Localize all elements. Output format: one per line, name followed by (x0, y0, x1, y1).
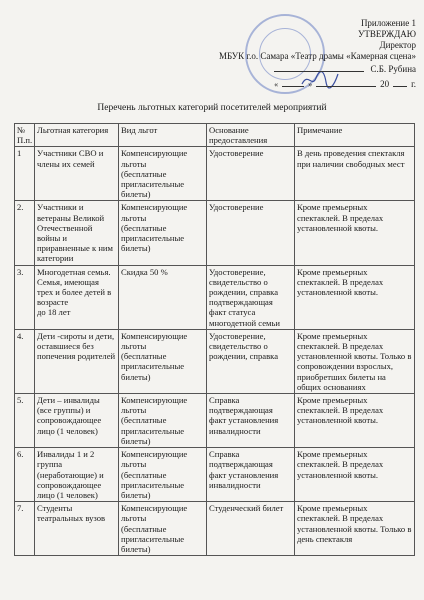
table-row (15, 147, 415, 201)
header-benefit-type: Вид льгот (119, 124, 207, 147)
header-category: Льготная категория (35, 124, 119, 147)
row-basis: Удостоверение, свидетельство о рождении, справка подтверждающая факт статуса многодетной семьи (207, 265, 295, 329)
position-label: Директор (379, 40, 416, 50)
row-note: Кроме премьерных спектаклей. В пределах установленной квоты. (295, 448, 415, 502)
document-title: Перечень льготных категорий посетителей мероприятий (97, 103, 327, 113)
approval-header (219, 18, 416, 90)
date-quote-close: » (308, 80, 313, 89)
table-row (15, 265, 415, 329)
row-basis: Справка подтверждающая факт установления инвалидности (207, 448, 295, 502)
date-line (219, 77, 416, 90)
row-note: Кроме премьерных спектаклей. В пределах установленной квоты. Только в день спектакля (295, 502, 415, 556)
row-basis: Удостоверение, свидетельство о рождении, справка (207, 329, 295, 393)
appendix-label: Приложение 1 (360, 18, 416, 28)
row-basis: Удостоверение (207, 201, 295, 265)
date-month-blank (316, 77, 376, 87)
date-year-prefix: 20 (380, 79, 390, 89)
row-note: Кроме премьерных спектаклей. В пределах установленной квоты. (295, 265, 415, 329)
row-benefit-type: Компенсирующие льготы (бесплатные пригласительные билеты) (119, 201, 207, 265)
row-number: 2. (15, 201, 35, 265)
table-row (15, 329, 415, 393)
benefits-table (14, 123, 415, 556)
organization-name: МБУК г.о. Самара «Театр драмы «Камерная сцена» (218, 51, 416, 61)
row-benefit-type: Компенсирующие льготы (бесплатные пригласительные билеты) (119, 394, 207, 448)
row-category: Участники СВО и члены их семей (35, 147, 119, 201)
row-category: Дети – инвалиды (все группы) и сопровождающее лицо (1 человек) (35, 394, 119, 448)
table-header-row (15, 124, 415, 147)
row-benefit-type: Компенсирующие льготы (бесплатные пригласительные билеты) (119, 329, 207, 393)
row-category: Студенты театральных вузов (35, 502, 119, 556)
row-note: Кроме премьерных спектаклей. В пределах установленной квоты. Только в сопровождении взрослых, приобретших билеты на общих основаниях (295, 329, 415, 393)
row-category: Инвалиды 1 и 2 группа (неработающие) и сопровождающее лицо (1 человек) (35, 448, 119, 502)
row-number: 6. (15, 448, 35, 502)
row-benefit-type: Компенсирующие льготы (бесплатные пригласительные билеты) (119, 147, 207, 201)
row-benefit-type: Компенсирующие льготы (бесплатные пригласительные билеты) (119, 448, 207, 502)
table-row (15, 502, 415, 556)
row-basis: Справка подтверждающая факт установления инвалидности (207, 394, 295, 448)
date-day-blank (282, 77, 304, 87)
row-note: Кроме премьерных спектаклей. В пределах установленной квоты. (295, 201, 415, 265)
row-note: Кроме премьерных спектаклей. В пределах установленной квоты. (295, 394, 415, 448)
row-category: Многодетная семья. Семья, имеющая трех и более детей в возрасте до 18 лет (35, 265, 119, 329)
table-row (15, 201, 415, 265)
row-number: 5. (15, 394, 35, 448)
row-benefit-type: Скидка 50 % (119, 265, 207, 329)
row-number: 3. (15, 265, 35, 329)
signature-line (219, 62, 416, 75)
approve-label: УТВЕРЖДАЮ (357, 29, 416, 39)
row-number: 1 (15, 147, 35, 201)
row-number: 7. (15, 502, 35, 556)
table-row (15, 394, 415, 448)
table-row (15, 448, 415, 502)
header-number: № П.п. (15, 124, 35, 147)
header-basis: Основание предоставления (207, 124, 295, 147)
header-note: Примечание (295, 124, 415, 147)
date-year-blank (393, 77, 407, 87)
row-number: 4. (15, 329, 35, 393)
row-note: В день проведения спектакля при наличии свободных мест (295, 147, 415, 201)
row-category: Дети -сироты и дети, оставшиеся без попечения родителей (35, 329, 119, 393)
row-basis: Студенческий билет (207, 502, 295, 556)
signature-blank (274, 62, 364, 72)
row-basis: Удостоверение (207, 147, 295, 201)
signer-name: С.Б. Рубина (370, 64, 416, 74)
row-category: Участники и ветераны Великой Отечественной войны и приравненные к ним категории (35, 201, 119, 265)
row-benefit-type: Компенсирующие льготы (бесплатные пригласительные билеты) (119, 502, 207, 556)
date-year-suffix: г. (411, 79, 416, 89)
date-quote-open: « (274, 80, 279, 89)
